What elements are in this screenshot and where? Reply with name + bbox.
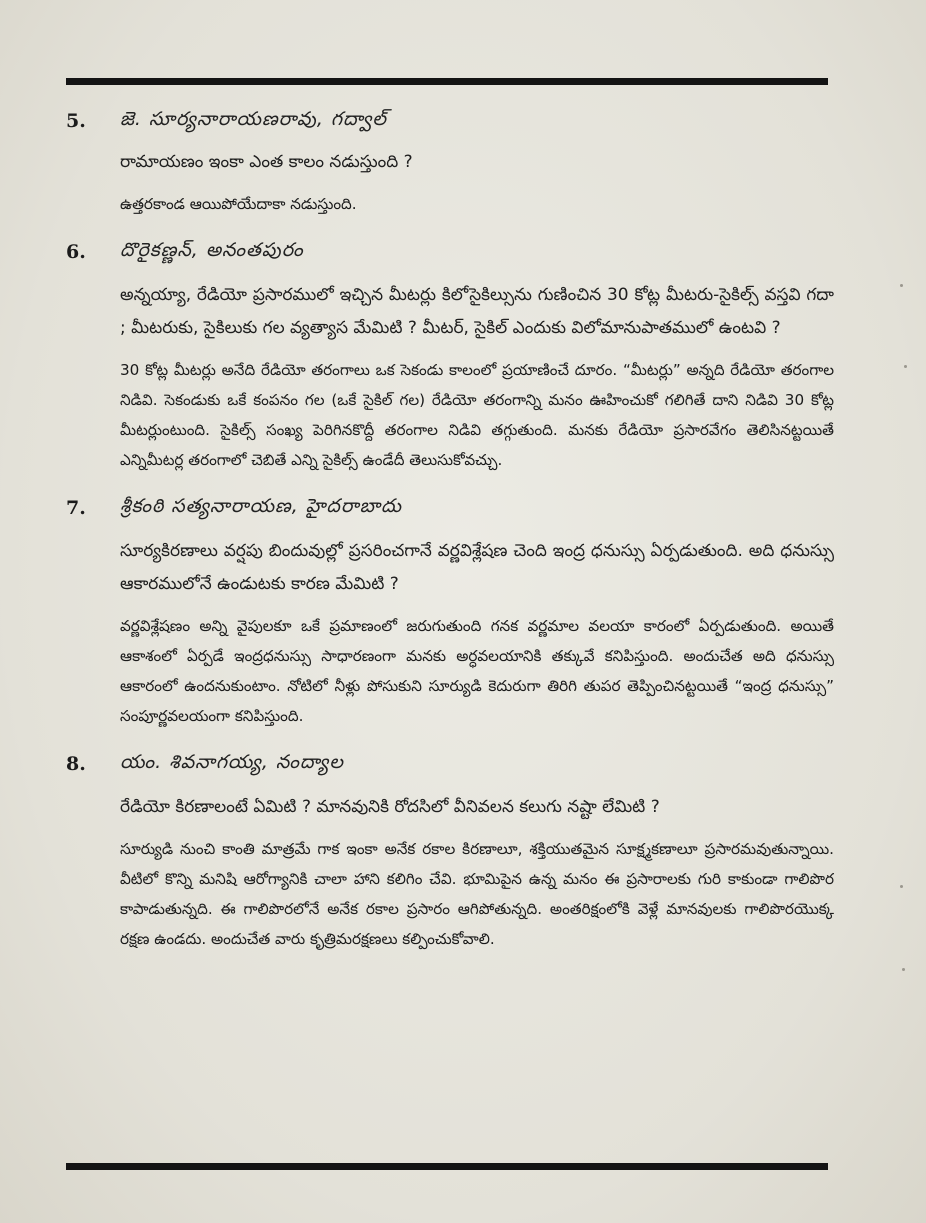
asker-name: జె. సూర్యనారాయణరావు, గద్వాల్ (120, 107, 387, 130)
paper-speck (900, 885, 903, 888)
answer-text: 30 కోట్ల మీటర్లు అనేది రేడియో తరంగాలు ఒక సెకండు కాలంలో ప్రయాణించే దూరం. “మీటర్లు” అన్నది రేడియో తరంగాల నిడివి. సెకండుకు ఒకే కంపనం గల (ఒకే సైకిల్ గల) రేడియో తరంగాన్ని మనం ఊహించుకో గలిగితే దాని నిడివి 30 కోట్ల మీటర్లుంటుంది. సైకిల్స్ సంఖ్య పెరిగినకొద్దీ తరంగాల నిడివి తగ్గుతుంది. మనకు రేడియో ప్రసారవేగం తెలిసినట్టయితే ఎన్నిమీటర్ల తరంగాలో చెబితే ఎన్ని సైకిల్స్ ఉండేదీ తెలుసుకోవచ్చు. (120, 361, 834, 469)
top-rule (66, 78, 828, 85)
qa-header (66, 100, 834, 142)
qa-item-8 (66, 743, 834, 954)
question-text: సూర్యకిరణాలు వర్షపు బిందువుల్లో ప్రసరించగానే వర్ణవిశ్లేషణ చెంది ఇంద్ర ధనుస్సు ఏర్పడుతుంది. అది ధనుస్సు ఆకారములోనే ఉండుటకు కారణ మేమిటి ? (120, 541, 834, 594)
answer-text: ఉత్తరకాండ ఆయిపోయేదాకా నడుస్తుంది. (120, 195, 357, 213)
asker-name: యం. శివనాగయ్య, నంద్యాల (120, 750, 344, 773)
paper-speck (904, 365, 907, 368)
paper-speck (900, 284, 903, 287)
qa-item-6 (66, 231, 834, 475)
qa-item-5 (66, 100, 834, 219)
qa-header (66, 487, 834, 529)
answer-text: వర్ణవిశ్లేషణం అన్ని వైపులకూ ఒకే ప్రమాణంలో జరుగుతుంది గనక వర్ణమాల వలయా కారంలో ఏర్పడుతుంది. అయితే ఆకాశంలో ఏర్పడే ఇంద్రధనుస్సు సాధారణంగా మనకు అర్ధవలయానికి తక్కువే కనిపిస్తుంది. అందుచేత అది ధనుస్సు ఆకారంలో ఉందనుకుంటాం. నోటిలో నీళ్లు పోసుకుని సూర్యుడి కెదురుగా తిరిగి తుపర తెప్పించినట్టయితే “ఇంద్ర ధనుస్సు” సంపూర్ణవలయంగా కనిపిస్తుంది. (120, 617, 834, 725)
asker-name: దొరైకణ్ణన్, అనంతపురం (120, 238, 304, 261)
item-number: 5. (66, 110, 86, 132)
question-text: అన్నయ్యా, రేడియో ప్రసారములో ఇచ్చిన మీటర్లు కిలోసైకిల్సును గుణించిన 30 కోట్ల మీటరు-సైకిల్స్ వస్తవి గదా ; మీటరుకు, సైకిలుకు గల వ్యత్యాస మేమిటి ? మీటర్, సైకిల్ ఎందుకు విలోమానుపాతములో ఉంటవి ? (120, 285, 834, 338)
bottom-rule (66, 1163, 828, 1170)
qa-column (66, 100, 834, 966)
qa-header (66, 231, 834, 273)
question-text: రేడియో కిరణాలంటే ఏమిటి ? మానవునికి రోదసిలో వీనివలన కలుగు నష్టా లేమిటి ? (120, 797, 660, 817)
asker-name: శ్రీకంఠి సత్యనారాయణ, హైదరాబాదు (120, 494, 402, 517)
item-number: 6. (66, 241, 86, 263)
qa-header (66, 743, 834, 785)
item-number: 8. (66, 753, 86, 775)
answer-text: సూర్యుడి నుంచి కాంతి మాత్రమే గాక ఇంకా అనేక రకాల కిరణాలూ, శక్తియుతమైన సూక్ష్మకణాలూ ప్రసారమవుతున్నాయి. వీటిలో కొన్ని మనిషి ఆరోగ్యానికి చాలా హాని కలిగిం చేవి. భూమిపైన ఉన్న మనం ఈ ప్రసారాలకు గురి కాకుండా గాలిపొర కాపాడుతున్నది. ఈ గాలిపొరలోనే అనేక రకాల ప్రసారం ఆగిపోతున్నది. అంతరిక్షంలోకి వెళ్లే మానవులకు గాలిపొరయొక్క రక్షణ ఉండదు. అందుచేత వారు కృత్రిమరక్షణలు కల్పించుకోవాలి. (120, 840, 834, 948)
paper-speck (902, 968, 905, 971)
question-text: రామాయణం ఇంకా ఎంత కాలం నడుస్తుంది ? (120, 152, 413, 172)
item-number: 7. (66, 497, 86, 519)
qa-item-7 (66, 487, 834, 731)
